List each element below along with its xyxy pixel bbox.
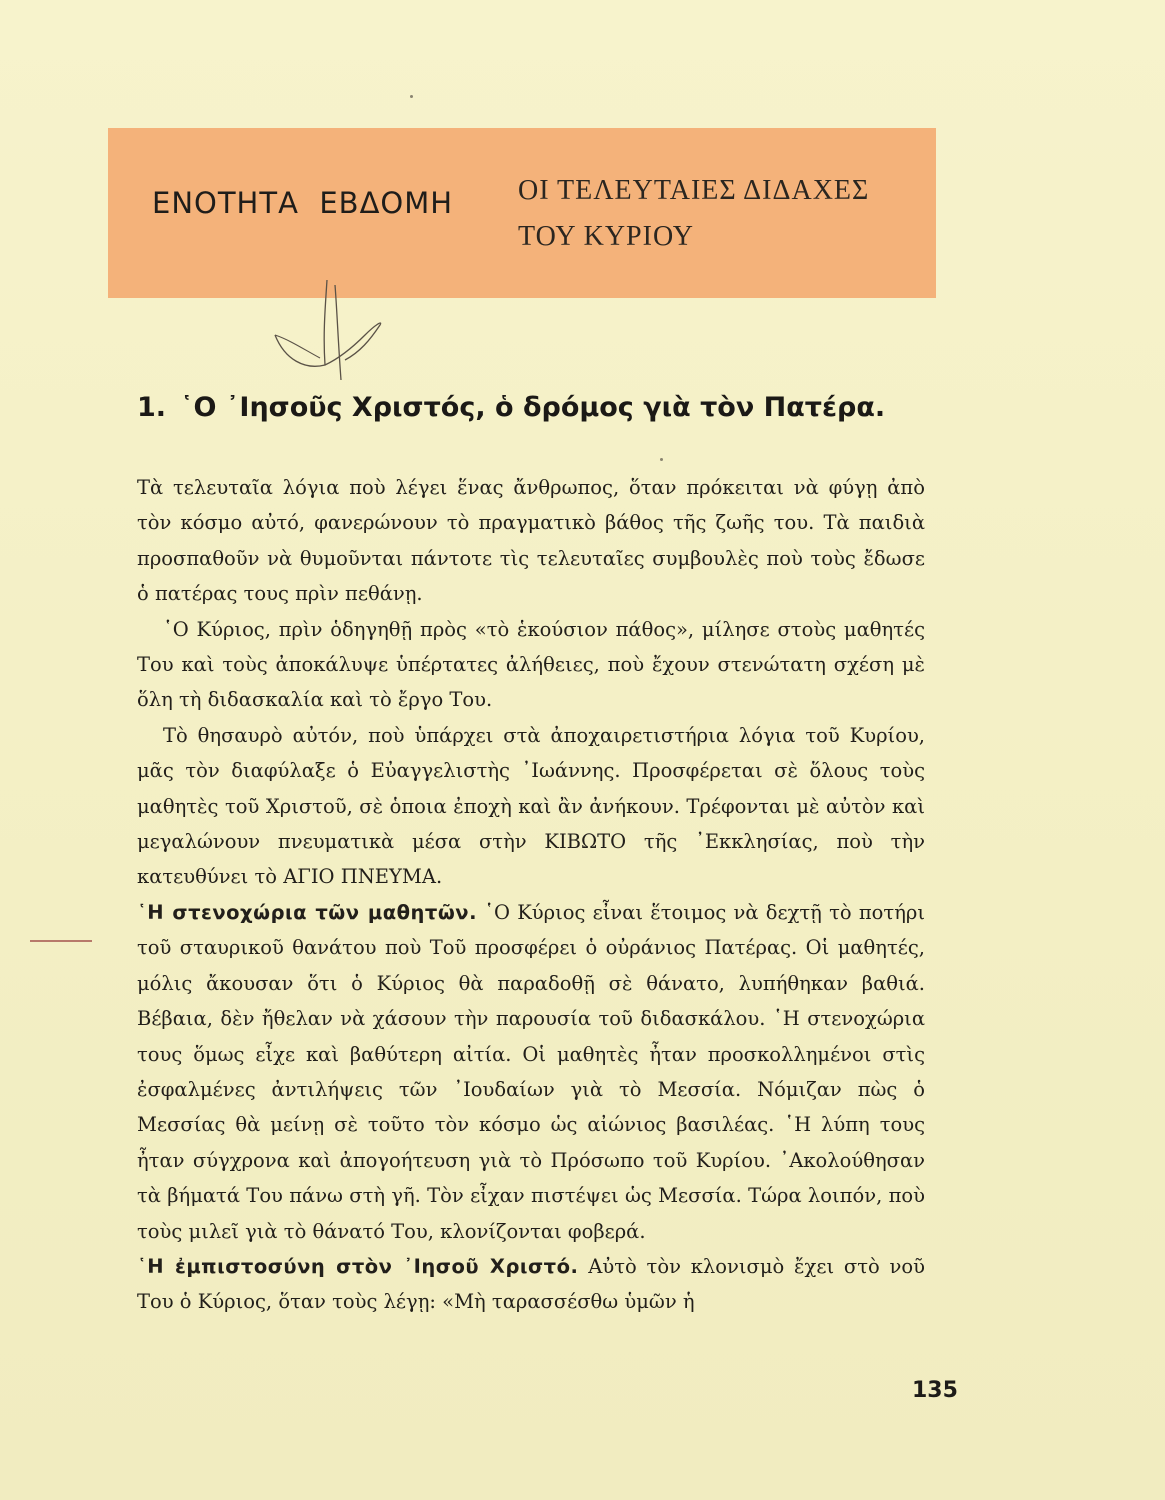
section-heading <box>137 392 885 423</box>
handwritten-mark-icon <box>265 280 395 390</box>
section-title: ῾Ο ᾿Ιησοῦς Χριστός, ὁ δρόμος γιὰ τὸν Πατέρα. <box>180 392 886 423</box>
paragraph-1 <box>137 470 925 612</box>
speck <box>660 458 663 461</box>
page-number: 135 <box>912 1378 958 1403</box>
unit-label: ΕΝΟΤΗΤΑ ΕΒΔΟΜΗ <box>152 186 454 220</box>
body-text <box>137 470 925 1320</box>
paragraph-3-text: Τὸ θησαυρὸ αὐτόν, ποὺ ὑπάρχει στὰ ἀποχαιρετιστήρια λόγια τοῦ Κυρίου, μᾶς τὸν διαφύλαξε ὁ Εὐαγγελιστὴς ᾿Ιωάννης. Προσφέρεται σὲ ὅλους τοὺς μαθητὲς τοῦ Χριστοῦ, σὲ ὁποια ἐποχὴ καὶ ἂν ἀνήκουν. Τρέφονται μὲ αὐτὸν καὶ μεγαλώνουν πνευματικὰ μέσα στὴν ΚΙΒΩΤΟ τῆς ᾿Εκκλησίας, ποὺ τὴν κατευθύνει τὸ ΑΓΙΟ ΠΝΕΥΜΑ. <box>137 723 925 889</box>
paragraph-2-text: ῾Ο Κύριος, πρὶν ὁδηγηθῇ πρὸς «τὸ ἑκούσιον πάθος», μίλησε στοὺς μαθητές Του καὶ τοὺς ἀποκάλυψε ὑπέρτατες ἀλήθειες, ποὺ ἔχουν στενώτατη σχέση μὲ ὅλη τὴ διδασκαλία καὶ τὸ ἔργο Του. <box>137 617 925 712</box>
section-number: 1. <box>137 392 167 423</box>
paragraph-1-text: Τὰ τελευταῖα λόγια ποὺ λέγει ἕνας ἄνθρωπος, ὅταν πρόκειται νὰ φύγῃ ἀπὸ τὸν κόσμο αὐτό, φανερώνουν τὸ πραγματικὸ βάθος τῆς ζωῆς του. Τὰ παιδιὰ προσπαθοῦν νὰ θυμοῦνται πάντοτε τὶς τελευταῖες συμβουλὲς ποὺ τοὺς ἔδωσε ὁ πατέρας τους πρὶν πεθάνῃ. <box>137 476 925 606</box>
paragraph-2 <box>137 612 925 718</box>
paragraph-4 <box>137 895 925 1249</box>
paragraph-3 <box>137 718 925 895</box>
margin-pencil-line <box>30 940 92 942</box>
speck <box>410 95 413 98</box>
paragraph-4-lead: ῾Η στενοχώρια τῶν μαθητῶν. <box>137 900 477 924</box>
paragraph-5 <box>137 1249 925 1320</box>
paragraph-5-lead: ῾Η ἐμπιστοσύνη στὸν ᾿Ιησοῦ Χριστό. <box>137 1254 579 1278</box>
paragraph-5-text: Αὐτὸ τὸν κλονισμὸ ἔχει στὸ νοῦ Του ὁ Κύριος, ὅταν τοὺς λέγῃ: «Μὴ ταρασσέσθω ὑμῶν ἡ <box>137 1254 926 1314</box>
paragraph-4-text: ῾Ο Κύριος εἶναι ἕτοιμος νὰ δεχτῇ τὸ ποτήρι τοῦ σταυρικοῦ θανάτου ποὺ Τοῦ προσφέρει ὁ οὐράνιος Πατέρας. Οἱ μαθητές, μόλις ἄκουσαν ὅτι ὁ Κύριος θὰ παραδοθῇ σὲ θάνατο, λυπήθηκαν βαθιά. Βέβαια, δὲν ἤθελαν νὰ χάσουν τὴν παρουσία τοῦ διδασκάλου. ῾Η στενοχώρια τους ὅμως εἶχε καὶ βαθύτερη αἰτία. Οἱ μαθητὲς ἦταν προσκολλημένοι στὶς ἐσφαλμένες ἀντιλήψεις τῶν ᾿Ιουδαίων γιὰ τὸ Μεσσία. Νόμιζαν πὼς ὁ Μεσσίας θὰ μείνῃ σὲ τοῦτο τὸν κόσμο ὡς αἰώνιος βασιλέας. ῾Η λύπη τους ἦταν σύγχρονα καὶ ἀπογοήτευση γιὰ τὸ Πρόσωπο τοῦ Κυρίου. ᾿Ακολούθησαν τὰ βήματά Του πάνω στὴ γῆ. Τὸν εἶχαν πιστέψει ὡς Μεσσία. Τώρα λοιπόν, ποὺ τοὺς μιλεῖ γιὰ τὸ θάνατό Του, κλονίζονται φοβερά. <box>137 900 925 1243</box>
unit-title-line-2: ΤΟΥ ΚΥΡΙΟΥ <box>518 221 694 252</box>
unit-title <box>518 168 869 260</box>
unit-title-line-1: ΟΙ ΤΕΛΕΥΤΑΙΕΣ ΔΙΔΑΧΕΣ <box>518 175 870 206</box>
